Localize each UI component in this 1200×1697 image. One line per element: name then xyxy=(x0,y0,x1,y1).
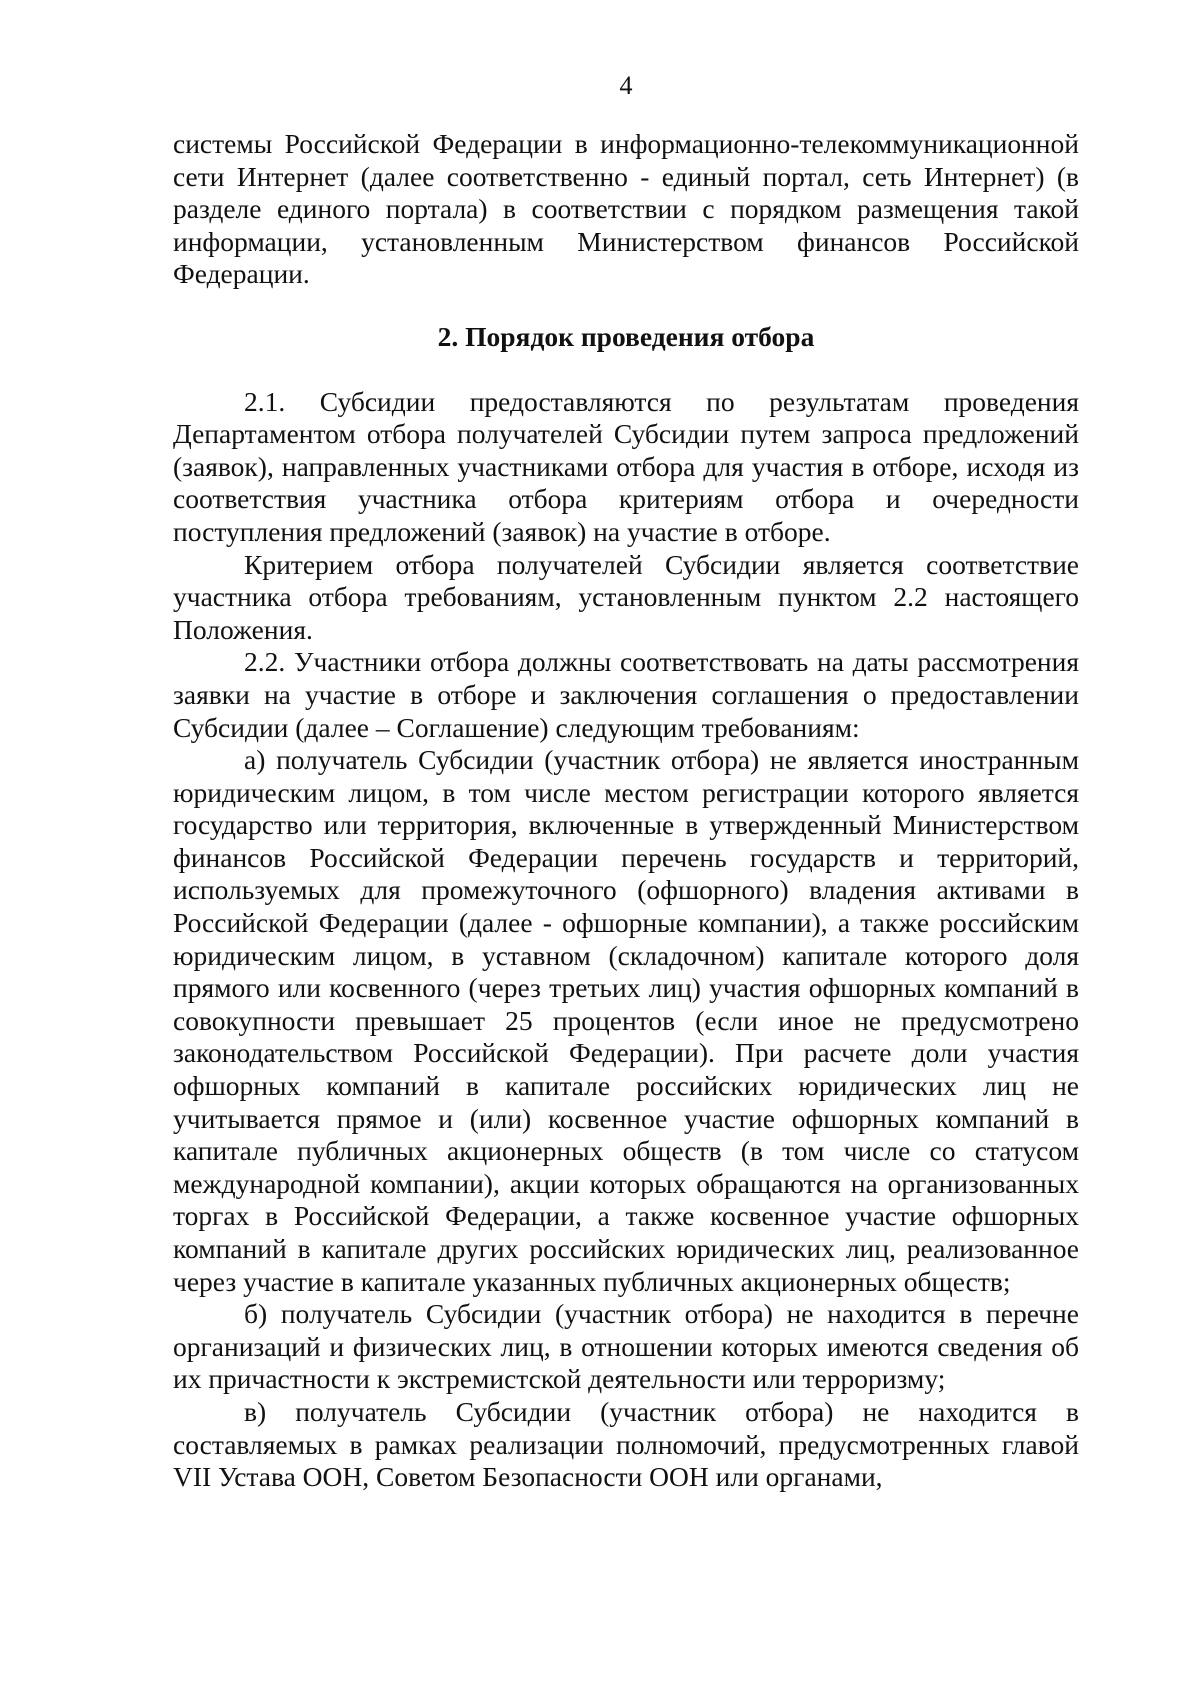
paragraph-item-b: б) получатель Субсидии (участник отбора) не находится в перечне организаций и физических лиц, в отношении которых имеются сведения об их причастности к экстремистской деятельности или терроризму; xyxy=(173,1298,1079,1395)
paragraph-2-2: 2.2. Участники отбора должны соответствовать на даты рассмотрения заявки на участие в отборе и заключения соглашения о предоставлении Субсидии (далее – Соглашение) следующим требованиям: xyxy=(173,646,1079,743)
document-body xyxy=(173,128,1079,1494)
page-number: 4 xyxy=(619,71,633,100)
paragraph-item-a: а) получатель Субсидии (участник отбора) не является иностранным юридическим лицом, в том числе местом регистрации которого является государство или территория, включенные в утвержденный Министерством финансов Российской Федерации перечень государств и территорий, используемых для промежуточного (офшорного) владения активами в Российской Федерации (далее - офшорные компании), а также российским юридическим лицом, в уставном (складочном) капитале которого доля прямого или косвенного (через третьих лиц) участия офшорных компаний в совокупности превышает 25 процентов (если иное не предусмотрено законодательством Российской Федерации). При расчете доли участия офшорных компаний в капитале российских юридических лиц не учитывается прямое и (или) косвенное участие офшорных компаний в капитале публичных акционерных обществ (в том числе со статусом международной компании), акции которых обращаются на организованных торгах в Российской Федерации, а также косвенное участие офшорных компаний в капитале других российских юридических лиц, реализованное через участие в капитале указанных публичных акционерных обществ; xyxy=(173,744,1079,1297)
paragraph-continued: системы Российской Федерации в информационно-телекоммуникационной сети Интернет (далее соответственно - единый портал, сеть Интернет) (в разделе единого портала) в соответствии с порядком размещения такой информации, установленным Министерством финансов Российской Федерации. xyxy=(173,128,1079,290)
paragraph-item-v: в) получатель Субсидии (участник отбора) не находится в составляемых в рамках реализации полномочий, предусмотренных главой VII Устава ООН, Советом Безопасности ООН или органами, xyxy=(173,1395,1079,1493)
section-heading: 2. Порядок проведения отбора xyxy=(437,320,815,352)
paragraph-2-1: 2.1. Субсидии предоставляются по результатам проведения Департаментом отбора получателей Субсидии путем запроса предложений (заявок), направленных участниками отбора для участия в отборе, исходя из соответствия участника отбора критериям отбора и очередности поступления предложений (заявок) на участие в отборе. xyxy=(173,385,1079,547)
paragraph-criterion: Критерием отбора получателей Субсидии является соответствие участника отбора требованиям, установленным пунктом 2.2 настоящего Положения. xyxy=(173,548,1079,645)
